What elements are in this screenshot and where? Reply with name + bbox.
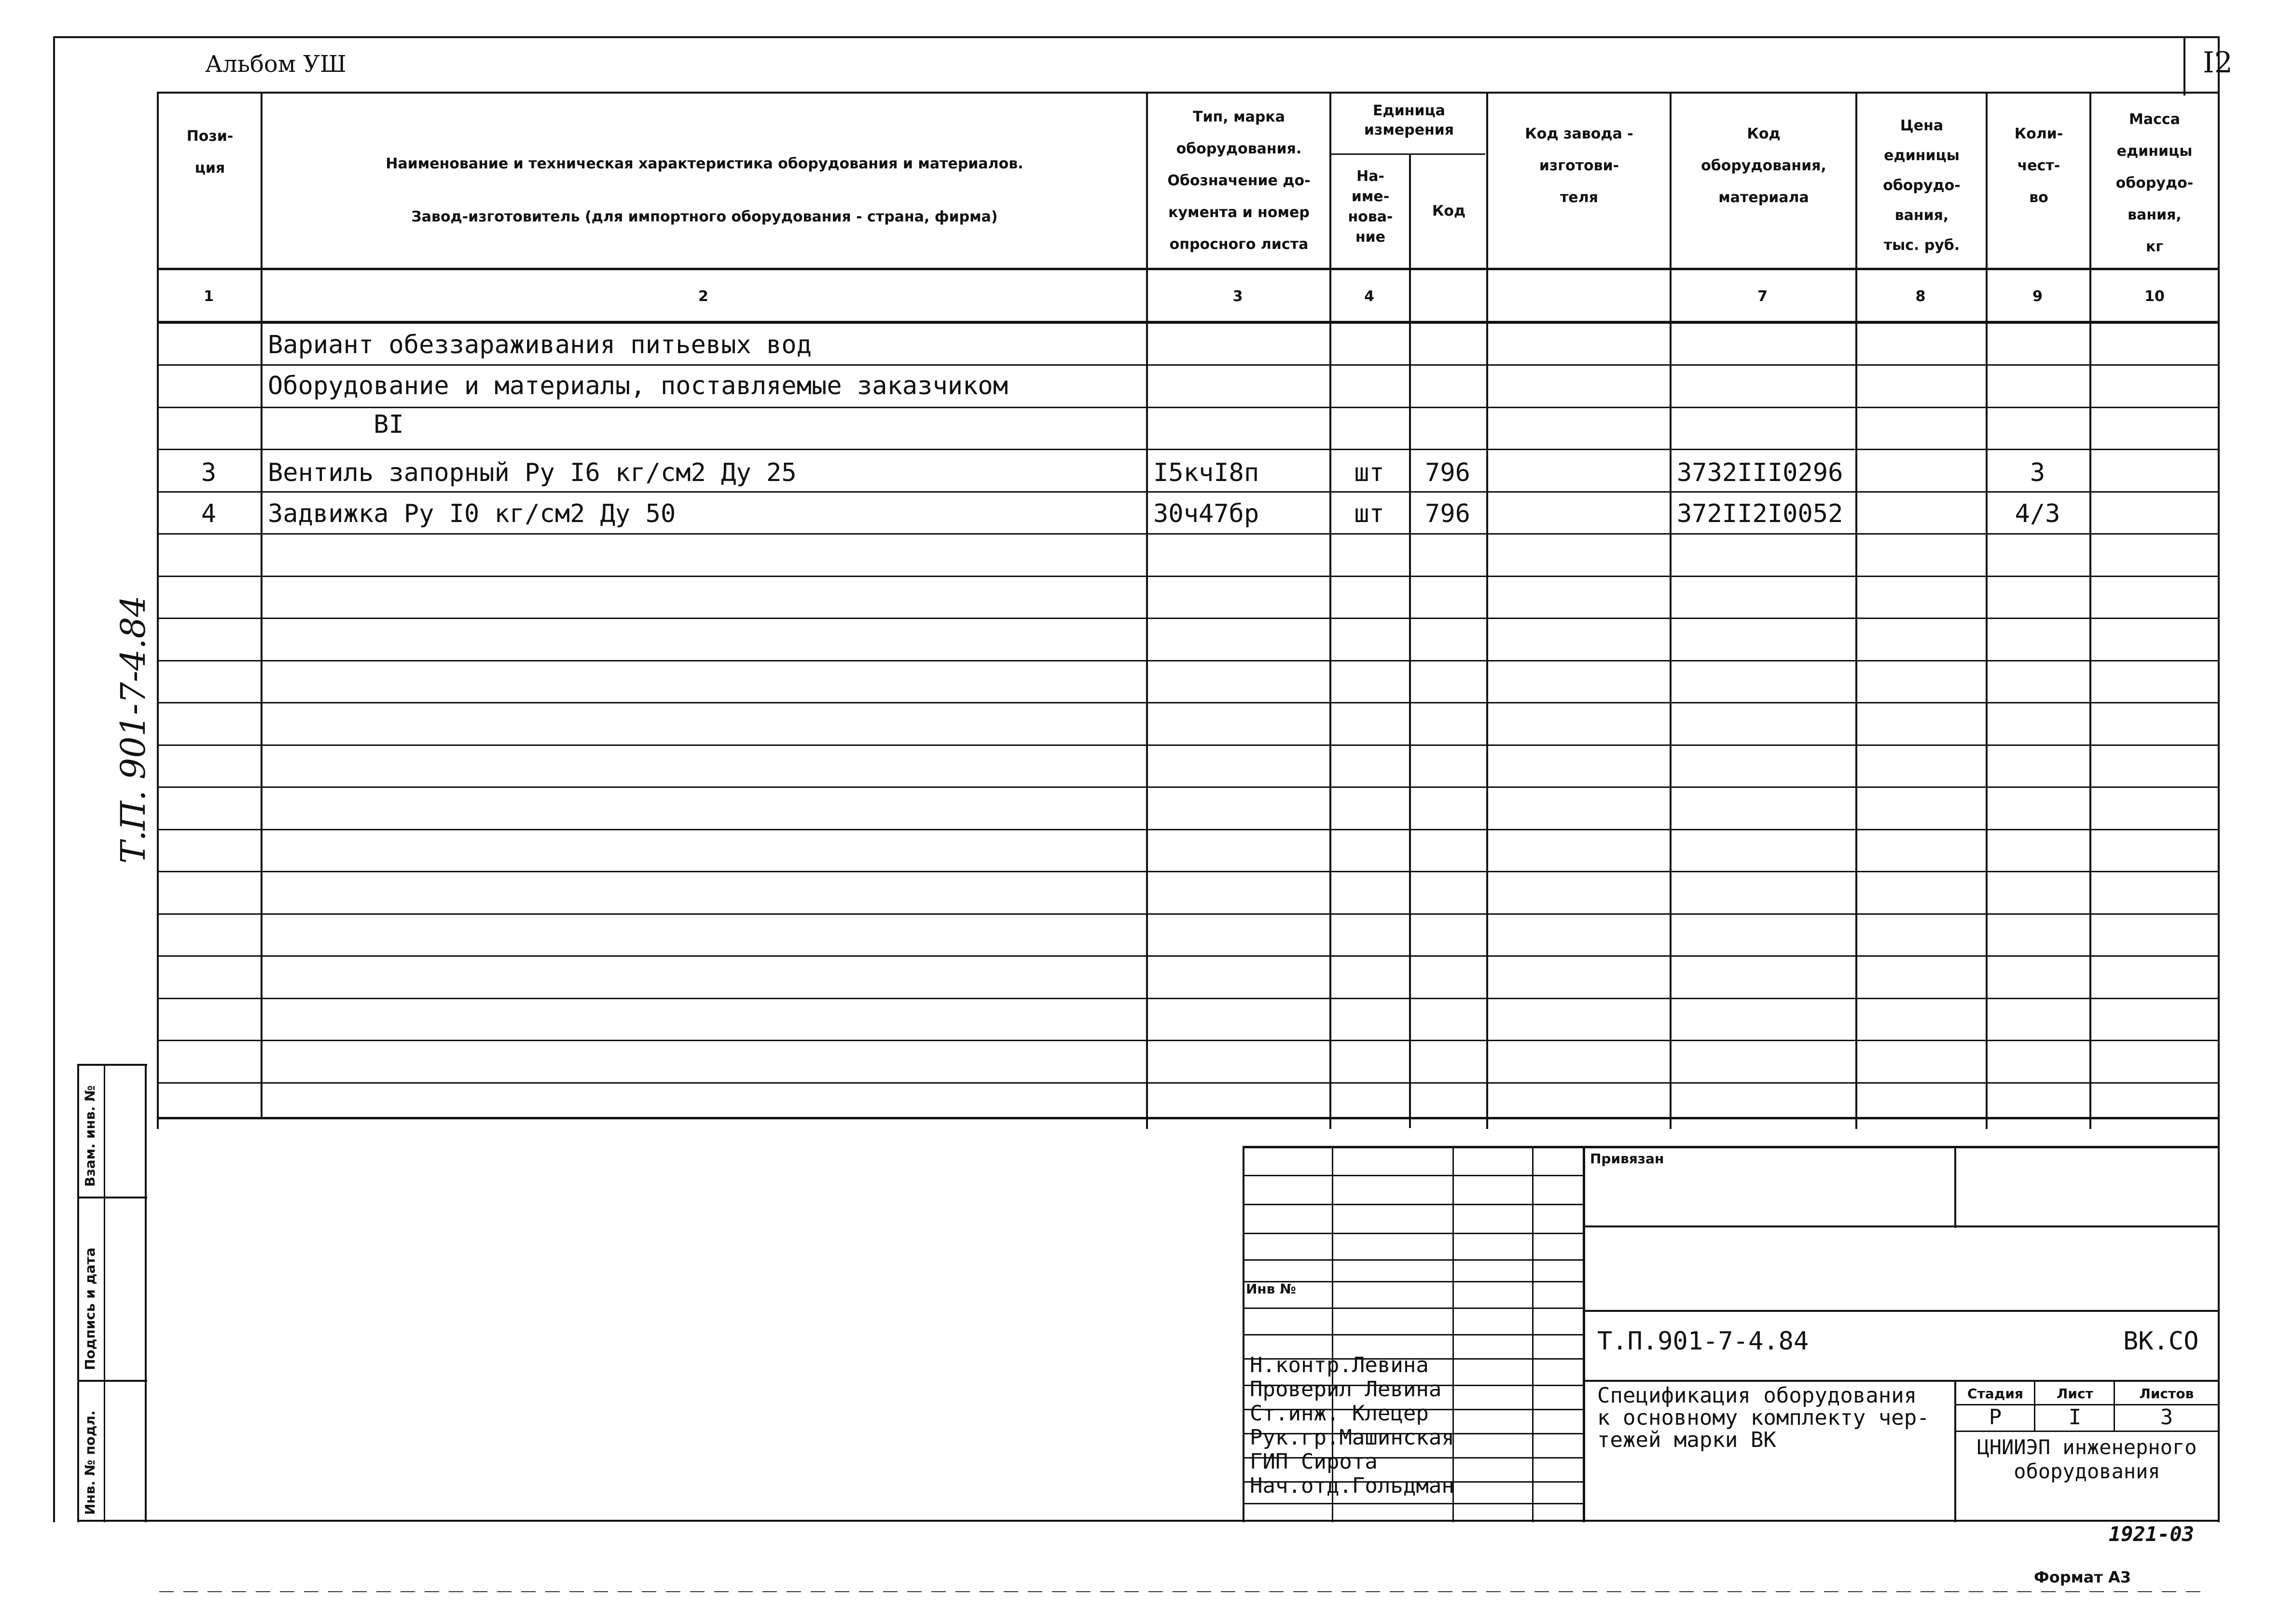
tb-signer: Н.контр.Левина <box>1250 1353 1429 1377</box>
frame-top <box>53 36 2220 38</box>
header-position: Пози- ция <box>186 128 234 177</box>
column-line <box>2089 92 2091 1129</box>
column-line <box>1486 92 1488 1129</box>
tb-signer: ГИП Сирота <box>1250 1449 1378 1474</box>
numbers-bottom <box>157 321 2220 324</box>
column-number: 4 <box>1364 288 1374 305</box>
margin-line-1 <box>77 1064 79 1522</box>
header-equipment-code: Код оборудования, материала <box>1701 125 1826 206</box>
header-type: Тип, марка оборудования. Обозначение до- кумента и номер опросного листа <box>1167 109 1311 253</box>
tb-doc-code: Т.П.901-7-4.84 <box>1597 1327 1809 1356</box>
tb-v4 <box>1583 1146 1585 1522</box>
row-line <box>157 998 2220 999</box>
tb-v5 <box>1954 1146 1956 1228</box>
tb-h-privyazan <box>1583 1225 2220 1227</box>
header-name: Наименование и техническая характеристика оборудования и материалов. Завод-изготовитель (для импортного оборудования - страна, фирма) <box>386 155 1023 225</box>
tb-inv-no: Инв № <box>1246 1281 1296 1297</box>
cell-name: Вентиль запорный Ру I6 кг/см2 Ду 25 <box>268 458 797 487</box>
tb-privyazan: Привязан <box>1590 1151 1664 1167</box>
column-number: 10 <box>2144 288 2165 305</box>
column-line <box>1146 92 1148 1129</box>
margin-h-1 <box>77 1197 147 1198</box>
tb-h-stage-values <box>1954 1431 2220 1432</box>
album-label: Альбом УШ <box>205 51 346 78</box>
tb-row-line <box>1243 1204 1583 1205</box>
column-line <box>1855 92 1857 1129</box>
cell-unit: шт <box>1354 499 1384 528</box>
header-unit-name: На- име- нова- ние <box>1348 168 1393 246</box>
margin-replace-inv: Взам. инв. № <box>82 1085 98 1187</box>
tb-title: Спецификация оборудования к основному комплекту чер- тежей марки ВК <box>1597 1383 1930 1452</box>
header-mass: Масса единицы оборудо- вания, кг <box>2115 111 2194 255</box>
cell-name: Вариант обеззараживания питьевых вод <box>268 330 812 359</box>
table-bottom <box>157 1117 2220 1119</box>
row-line <box>157 913 2220 915</box>
cell-qty: 4/3 <box>2015 499 2060 528</box>
row-line <box>157 702 2220 703</box>
row-line <box>157 618 2220 619</box>
tb-sheets-label: Листов <box>2139 1386 2194 1402</box>
cell-eqcode: 372II2I0052 <box>1677 499 1843 528</box>
header-unit-code: Код <box>1432 203 1466 220</box>
column-line <box>1670 92 1672 1129</box>
tb-org: ЦНИИЭП инженерного оборудования <box>1977 1435 2197 1483</box>
cell-pos: 3 <box>201 458 217 487</box>
column-line <box>1409 153 1411 1128</box>
tb-signer: Ст.инж. Клецер <box>1250 1401 1429 1426</box>
row-line <box>157 786 2220 788</box>
row-line <box>157 955 2220 957</box>
column-number: 3 <box>1232 288 1243 305</box>
margin-sign-date: Подпись и дата <box>82 1247 98 1370</box>
bottom-number: 1921-03 <box>2109 1522 2195 1546</box>
cell-name: BI <box>268 410 404 439</box>
header-bottom <box>157 268 2220 270</box>
tb-row-line <box>1243 1175 1583 1176</box>
tb-sheet: I <box>2068 1405 2082 1430</box>
tb-v-stage <box>1954 1380 1956 1522</box>
margin-h-0 <box>77 1064 147 1066</box>
tb-h-code <box>1583 1310 2220 1312</box>
frame-bottom <box>77 1520 2220 1522</box>
cell-type: 30ч47бр <box>1153 499 1259 528</box>
cell-unit: шт <box>1354 458 1384 487</box>
tb-signer: Нач.отд.Гольдман <box>1250 1473 1454 1498</box>
tb-top <box>1243 1146 2220 1148</box>
tb-row-line <box>1243 1307 1583 1309</box>
column-line <box>1329 92 1331 1129</box>
cell-type: I5кчI8п <box>1153 458 1259 487</box>
tb-sheets: 3 <box>2160 1405 2173 1430</box>
header-unit: Единица измерения <box>1364 102 1454 138</box>
side-stamp: Т.П. 901-7-4.84 <box>113 595 153 864</box>
column-number: 8 <box>1915 288 1926 305</box>
cell-code: 796 <box>1425 458 1470 487</box>
unit-subheader-line <box>1331 153 1485 155</box>
column-line <box>1986 92 1988 1129</box>
cell-qty: 3 <box>2030 458 2045 487</box>
table-top <box>157 92 2220 94</box>
tb-h-code-bottom <box>1583 1380 2220 1382</box>
tb-row-line <box>1243 1503 1583 1504</box>
column-number: 7 <box>1757 288 1768 305</box>
row-line <box>157 744 2220 746</box>
cell-code: 796 <box>1425 499 1470 528</box>
column-line <box>261 92 263 1117</box>
frame-right <box>2218 36 2220 1522</box>
row-line <box>157 1082 2220 1084</box>
frame-left <box>53 36 55 1522</box>
cell-name: Оборудование и материалы, поставляемые заказчиком <box>268 372 1009 400</box>
cell-eqcode: 3732III0296 <box>1677 458 1843 487</box>
row-line <box>157 364 2220 366</box>
tb-signer: Рук.гр.Машинская <box>1250 1425 1454 1450</box>
row-line <box>157 449 2220 450</box>
row-line <box>157 871 2220 872</box>
header-plant-code: Код завода - изготови- теля <box>1525 125 1633 206</box>
row-line <box>157 1040 2220 1041</box>
tb-row-line <box>1243 1259 1583 1261</box>
page-number-box <box>2183 38 2185 96</box>
bottom-dashed-line <box>159 1591 2210 1592</box>
tb-signer: Проверил Левина <box>1250 1377 1442 1402</box>
row-line <box>157 533 2220 535</box>
margin-line-2 <box>104 1064 105 1522</box>
tb-row-line <box>1243 1233 1583 1234</box>
row-line <box>157 829 2220 830</box>
margin-h-2 <box>77 1380 147 1382</box>
margin-inv-no: Инв. № подл. <box>82 1410 98 1515</box>
column-number: 9 <box>2032 288 2043 305</box>
row-line <box>157 660 2220 661</box>
row-line <box>157 576 2220 577</box>
header-price: Цена единицы оборудо- вания, тыс. руб. <box>1883 117 1961 254</box>
tb-stage-label: Стадия <box>1967 1386 2023 1402</box>
cell-pos: 4 <box>201 499 217 528</box>
cell-name: Задвижка Ру I0 кг/см2 Ду 50 <box>268 499 676 528</box>
tb-mark: ВК.СО <box>2123 1327 2199 1356</box>
column-number: 2 <box>698 288 708 305</box>
page-number: I2 <box>2203 46 2233 80</box>
tb-stage: Р <box>1989 1405 2002 1430</box>
table-left <box>157 92 159 1129</box>
tb-sheet-label: Лист <box>2057 1386 2093 1402</box>
margin-line-3 <box>145 1064 147 1522</box>
column-number: 1 <box>204 288 214 305</box>
tb-row-line <box>1243 1334 1583 1335</box>
format-label: Формат А3 <box>2034 1568 2131 1586</box>
header-quantity: Коли- чест- во <box>2014 125 2063 206</box>
